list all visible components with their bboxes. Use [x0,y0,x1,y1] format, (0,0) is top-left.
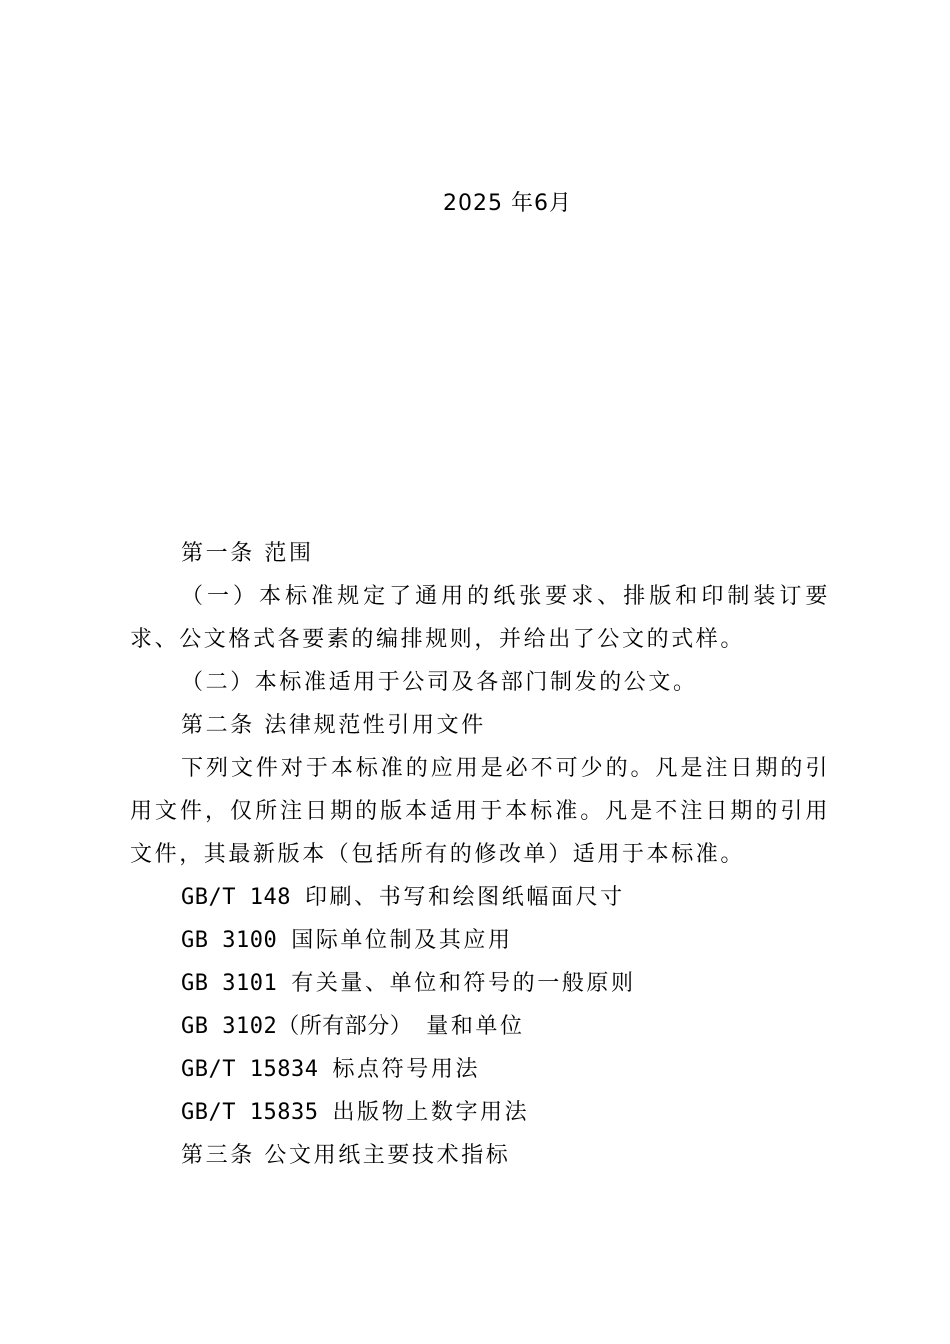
reference-title: 印刷、书写和绘图纸幅面尺寸 [304,885,625,910]
reference-title: 出版物上数字用法 [332,1100,530,1125]
article-1-paragraph-1: （一）本标准规定了通用的纸张要求、排版和印制装订要求、公文格式各要素的编排规则，并给出了公文的式样。 [130,584,830,652]
reference-title: 量和单位 [426,1014,525,1039]
reference-title: 标点符号用法 [332,1057,481,1082]
article-3-heading: 第三条 公文用纸主要技术指标 [181,1143,511,1168]
article-2-paragraph-1: 下列文件对于本标准的应用是必不可少的。凡是注日期的引用文件，仅所注日期的版本适用于本标准。凡是不注日期的引用文件，其最新版本（包括所有的修改单）适用于本标准。 [130,756,830,867]
article-2-heading: 第二条 法律规范性引用文件 [181,713,486,738]
reference-code: GB 3100 [181,928,278,953]
reference-item [130,1005,830,1048]
reference-item [130,876,830,919]
reference-title: 国际单位制及其应用 [291,928,513,953]
reference-code: GB 3101 [181,971,278,996]
reference-code: GB/T 15835 [181,1100,319,1125]
reference-item [130,962,830,1005]
document-date: 2025 年6月 [443,191,572,216]
reference-code: GB 3102（所有部分） [181,1014,413,1039]
reference-item [130,1048,830,1091]
reference-title: 有关量、单位和符号的一般原则 [291,971,636,996]
reference-list [130,876,830,1134]
document-body [130,532,830,1177]
article-1-paragraph-2: （二）本标准适用于公司及各部门制发的公文。 [181,670,698,695]
reference-code: GB/T 148 [181,885,291,910]
article-1-heading: 第一条 范围 [181,541,314,566]
reference-code: GB/T 15834 [181,1057,319,1082]
reference-item [130,919,830,962]
reference-item [130,1091,830,1134]
